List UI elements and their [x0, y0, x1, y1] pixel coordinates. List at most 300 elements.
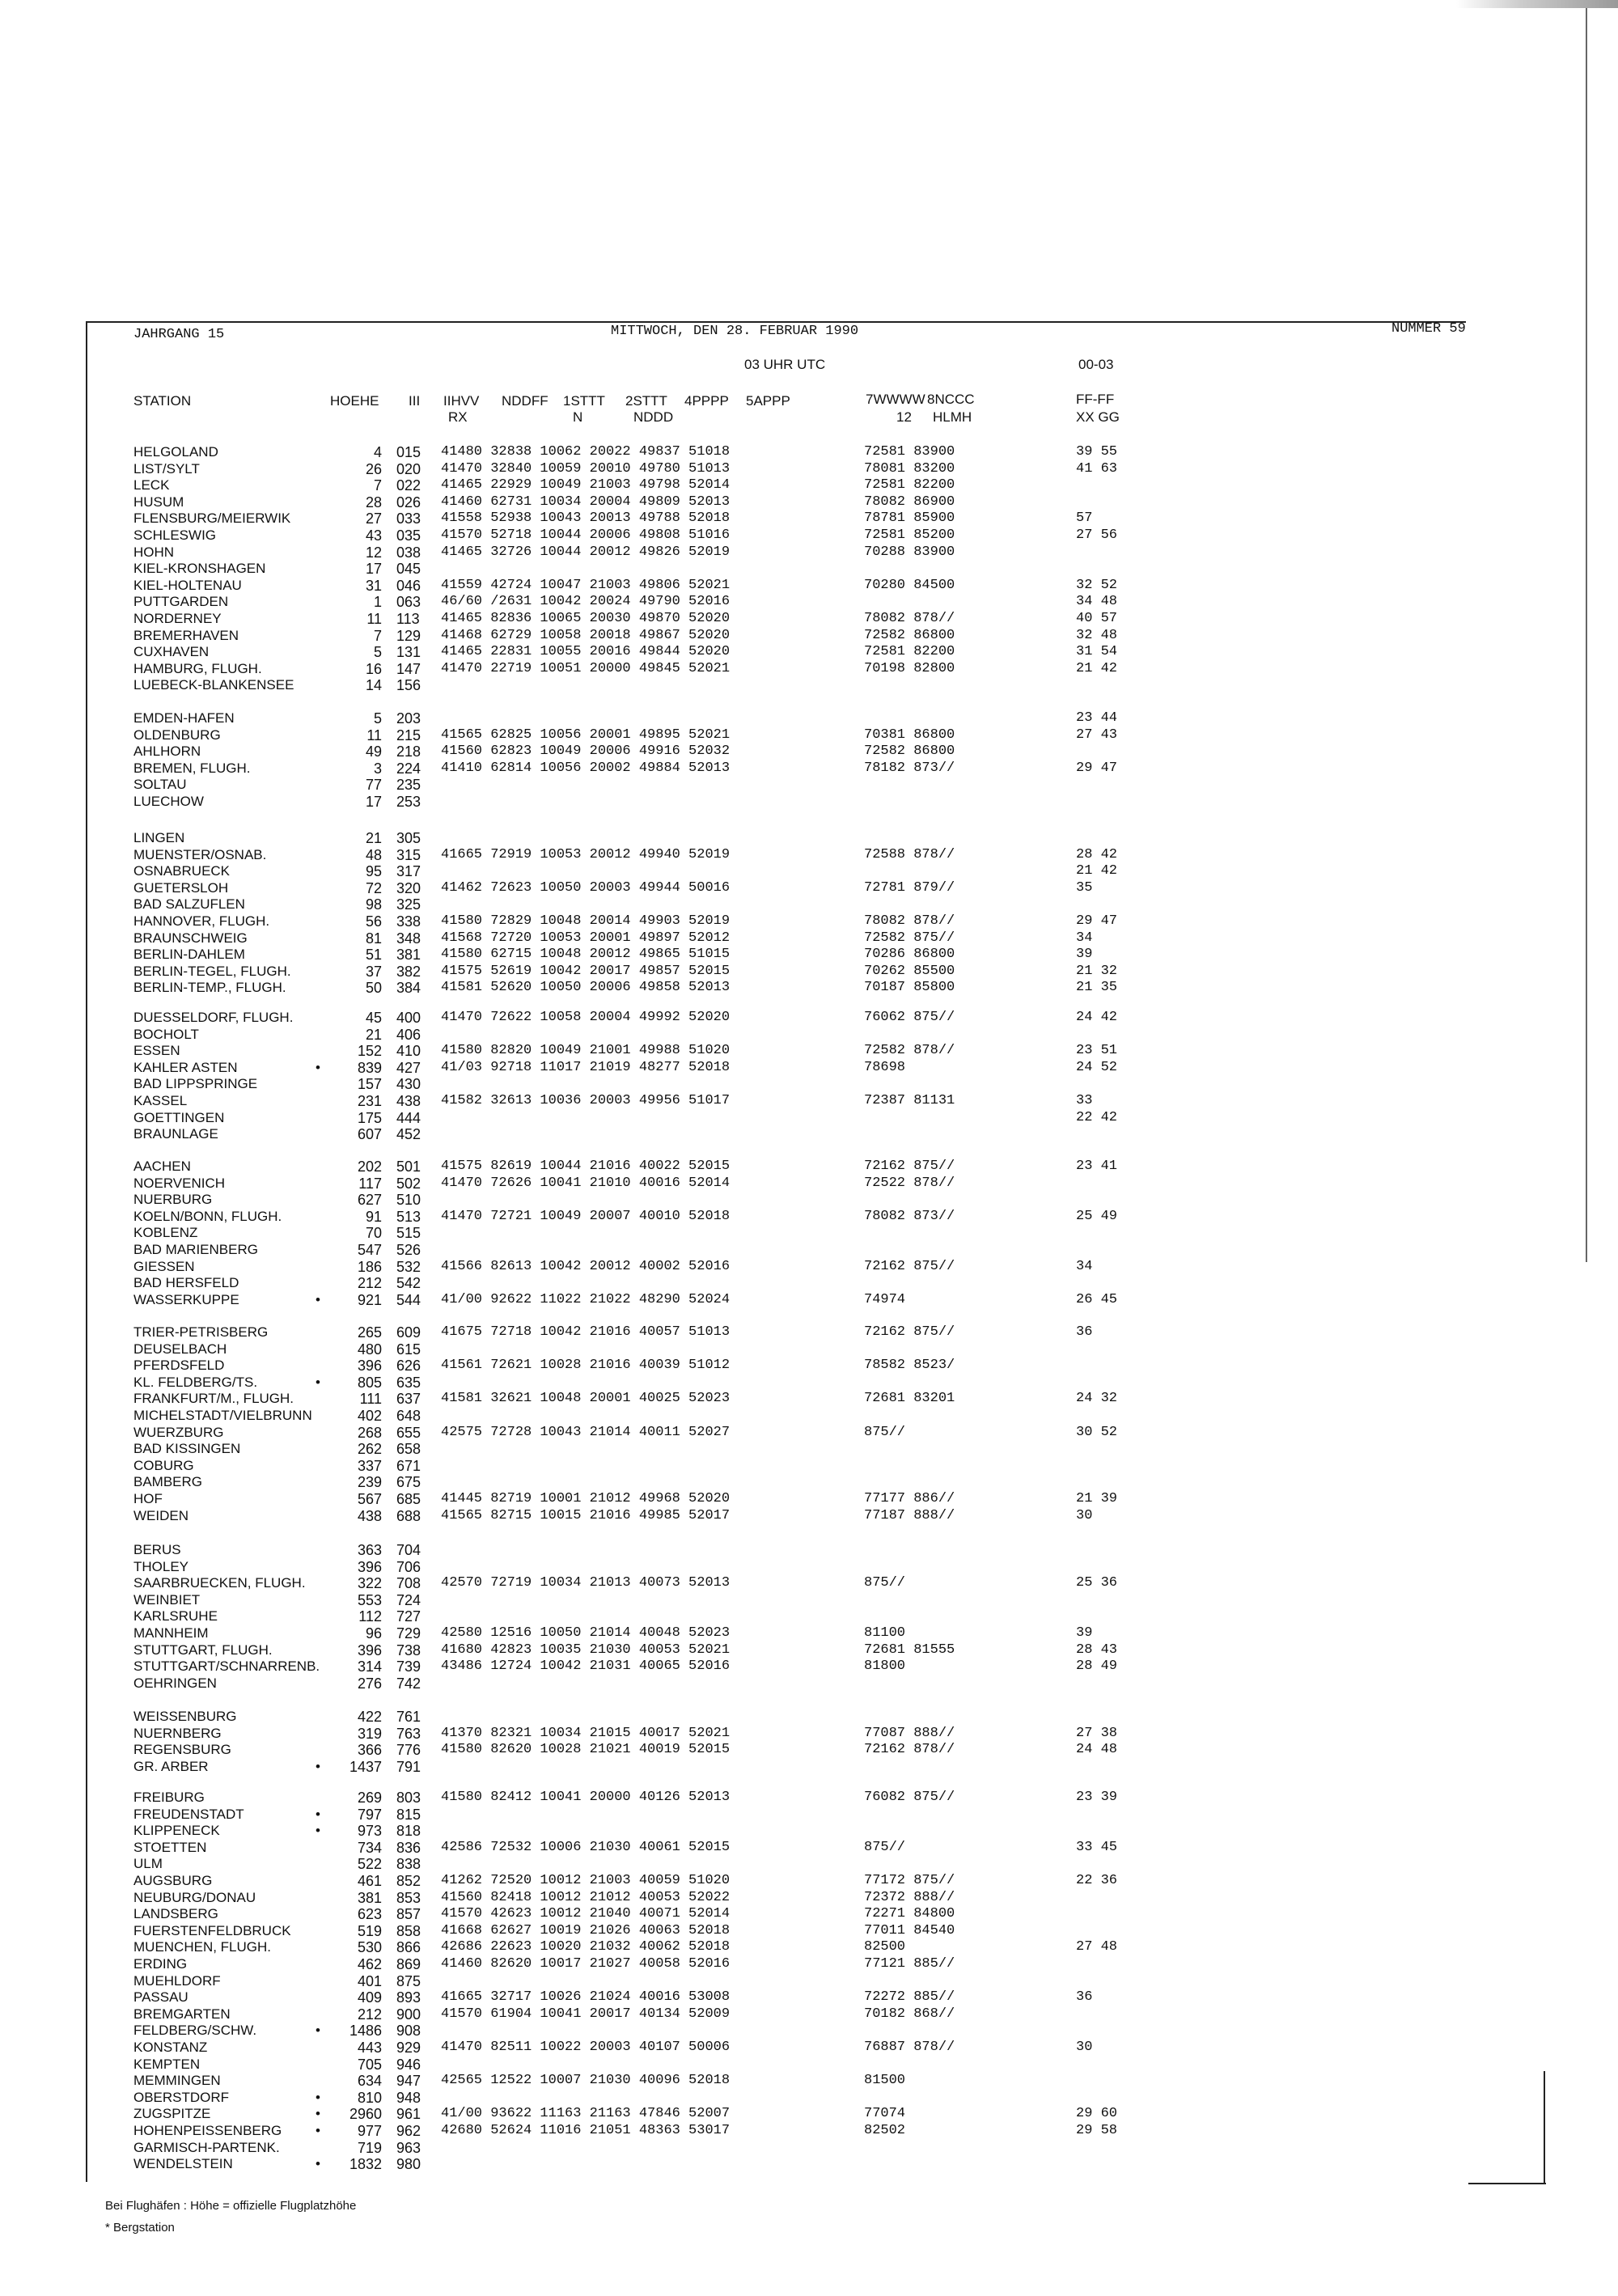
station-row: [0, 1391, 1537, 1407]
extra-groups: 72162 875//: [864, 1324, 955, 1340]
station-id: 513: [396, 1208, 421, 1225]
station-height: 27: [365, 510, 382, 527]
station-name: FUERSTENFELDBRUCK: [133, 1922, 291, 1938]
station-height: 719: [357, 2139, 382, 2156]
wind-gusts: 39 55: [1076, 444, 1118, 460]
station-row: [0, 594, 1537, 610]
col-4pppp: 4PPPP: [684, 393, 729, 409]
station-name: HUSUM: [133, 494, 184, 510]
synop-groups: 41470 72622 10058 20004 49992 52020: [441, 1010, 731, 1025]
station-height: 276: [357, 1675, 382, 1692]
wind-gusts: 33 45: [1076, 1839, 1118, 1855]
station-row: [0, 1375, 1537, 1391]
synop-groups: 41565 62825 10056 20001 49895 52021: [441, 727, 731, 743]
observation-time: 03 UHR UTC: [744, 357, 826, 372]
wind-gusts: 21 35: [1076, 980, 1118, 996]
col-n: N: [573, 409, 583, 425]
station-name: MANNHEIM: [133, 1625, 209, 1641]
station-height: 839: [357, 1059, 382, 1076]
station-row: [0, 1176, 1537, 1192]
synop-groups: 41580 72829 10048 20014 49903 52019: [441, 913, 731, 929]
station-height: 4: [373, 444, 382, 460]
wind-gusts: 21 39: [1076, 1491, 1118, 1506]
station-height: 70: [365, 1225, 382, 1242]
station-height: 810: [357, 2089, 382, 2106]
station-id: 963: [396, 2139, 421, 2156]
station-id: 761: [396, 1709, 421, 1725]
synop-groups: 42570 72719 10034 21013 40073 52013: [441, 1575, 731, 1591]
wind-gusts: 26 45: [1076, 1291, 1118, 1307]
extra-groups: 70381 86800: [864, 727, 955, 743]
station-name: MICHELSTADT/VIELBRUNN: [133, 1408, 312, 1423]
col-hoehe: HOEHE: [330, 393, 379, 409]
station-height: 1486: [349, 2023, 382, 2040]
station-row: [0, 1989, 1537, 2006]
extra-groups: 70286 86800: [864, 947, 955, 963]
station-row: [0, 880, 1537, 896]
station-name: STUTTGART, FLUGH.: [133, 1642, 273, 1658]
station-height: 43: [365, 527, 382, 544]
station-id: 515: [396, 1225, 421, 1242]
station-row: [0, 1110, 1537, 1126]
station-height: 262: [357, 1441, 382, 1458]
extra-groups: 72581 82200: [864, 644, 955, 660]
station-row: [0, 1658, 1537, 1675]
station-height: 443: [357, 2040, 382, 2056]
station-height: 797: [357, 1806, 382, 1823]
issue-number: NUMMER 59: [1391, 321, 1466, 337]
station-row: [0, 1742, 1537, 1758]
station-id: 609: [396, 1324, 421, 1341]
station-id: 022: [396, 477, 421, 494]
footnote-airports: Bei Flughäfen : Höhe = offizielle Flugplatzhöhe: [105, 2199, 357, 2213]
station-row: [0, 1923, 1537, 1939]
station-id: 026: [396, 494, 421, 510]
station-row: [0, 1807, 1537, 1823]
extra-groups: 72582 86800: [864, 627, 955, 643]
station-row: [0, 2073, 1537, 2089]
extra-groups: 78082 878//: [864, 913, 955, 929]
mountain-station-marker: •: [316, 2156, 320, 2172]
synop-groups: 41468 62729 10058 20018 49867 52020: [441, 627, 731, 643]
station-id: 980: [396, 2156, 421, 2173]
col-12: 12: [896, 409, 912, 425]
station-row: [0, 2140, 1537, 2156]
station-height: 530: [357, 1939, 382, 1956]
station-name: BRAUNSCHWEIG: [133, 930, 248, 946]
station-id: 615: [396, 1341, 421, 1358]
wind-gusts: 23 51: [1076, 1043, 1118, 1059]
station-height: 461: [357, 1873, 382, 1889]
extra-groups: 77177 886//: [864, 1491, 955, 1506]
station-id: 727: [396, 1608, 421, 1625]
station-row: [0, 1043, 1537, 1059]
station-row: [0, 1408, 1537, 1424]
synop-groups: 41568 72720 10053 20001 49897 52012: [441, 930, 731, 946]
station-id: 320: [396, 879, 421, 896]
station-height: 72: [365, 879, 382, 896]
extra-groups: 70262 85500: [864, 963, 955, 979]
synop-groups: 41580 62715 10048 20012 49865 51015: [441, 947, 731, 963]
station-id: 452: [396, 1126, 421, 1143]
station-name: HOHENPEISSENBERG: [133, 2123, 282, 2138]
station-id: 113: [396, 611, 420, 627]
station-name: MUENCHEN, FLUGH.: [133, 1939, 272, 1955]
extra-groups: 72582 878//: [864, 1043, 955, 1059]
station-row: [0, 644, 1537, 660]
wind-gusts: 28 42: [1076, 846, 1118, 862]
station-height: 95: [365, 863, 382, 880]
station-row: [0, 964, 1537, 980]
synop-groups: 41460 62731 10034 20004 49809 52013: [441, 494, 731, 510]
wind-gusts: 29 58: [1076, 2123, 1118, 2138]
station-row: [0, 727, 1537, 743]
extra-groups: 76887 878//: [864, 2040, 955, 2055]
station-name: MUENSTER/OSNAB.: [133, 846, 267, 862]
station-height: 202: [357, 1159, 382, 1175]
station-row: [0, 1642, 1537, 1658]
station-id: 532: [396, 1258, 421, 1275]
extra-groups: 875//: [864, 1424, 906, 1440]
station-row: [0, 930, 1537, 947]
extra-groups: 77087 888//: [864, 1725, 955, 1741]
station-name: KARLSRUHE: [133, 1608, 218, 1625]
extra-groups: 72272 885//: [864, 1989, 955, 2006]
station-height: 480: [357, 1341, 382, 1358]
station-name: WEIDEN: [133, 1507, 188, 1523]
station-id: 852: [396, 1873, 421, 1889]
station-id: 131: [396, 644, 421, 661]
station-height: 1: [373, 594, 382, 611]
station-row: [0, 1675, 1537, 1692]
station-name: KEMPTEN: [133, 2056, 201, 2072]
wind-gusts: 27 56: [1076, 527, 1118, 543]
station-height: 5: [373, 644, 382, 661]
station-height: 16: [365, 660, 382, 677]
extra-groups: 77011 84540: [864, 1922, 955, 1938]
station-name: WEINBIET: [133, 1591, 201, 1608]
station-height: 921: [357, 1291, 382, 1308]
station-row: [0, 1358, 1537, 1374]
station-height: 49: [365, 743, 382, 760]
wind-gusts: 25 36: [1076, 1575, 1118, 1591]
station-name: BAD HERSFELD: [133, 1275, 239, 1291]
wind-gusts: 34: [1076, 1258, 1093, 1274]
station-row: [0, 1508, 1537, 1524]
synop-groups: 41561 72621 10028 21016 40039 51012: [441, 1358, 731, 1374]
station-id: 648: [396, 1408, 421, 1424]
synop-groups: 43486 12724 10042 21031 40065 52016: [441, 1658, 731, 1675]
station-id: 035: [396, 527, 421, 544]
station-id: 869: [396, 1956, 421, 1972]
mountain-station-marker: •: [316, 2023, 320, 2039]
synop-groups: 41560 82418 10012 21012 40053 52022: [441, 1889, 731, 1905]
synop-groups: 41/00 93622 11163 21163 47846 52007: [441, 2106, 731, 2122]
station-id: 818: [396, 1823, 421, 1840]
synop-groups: 41470 72721 10049 20007 40010 52018: [441, 1208, 731, 1224]
station-row: [0, 527, 1537, 544]
wind-gusts: 40 57: [1076, 611, 1118, 626]
synop-groups: 41465 32726 10044 20012 49826 52019: [441, 544, 731, 560]
station-id: 908: [396, 2023, 421, 2040]
station-id: 317: [396, 863, 421, 880]
synop-groups: 41559 42724 10047 21003 49806 52021: [441, 577, 731, 593]
station-row: [0, 2090, 1537, 2106]
station-id: 325: [396, 896, 421, 913]
wind-gusts: 23 41: [1076, 1159, 1118, 1174]
station-id: 626: [396, 1358, 421, 1375]
station-row: [0, 2123, 1537, 2139]
wind-gusts: 28 49: [1076, 1658, 1118, 1675]
station-row: [0, 847, 1537, 863]
mountain-station-marker: •: [316, 1374, 320, 1390]
synop-groups: 41465 82836 10065 20030 49870 52020: [441, 611, 731, 626]
station-name: PFERDSFELD: [133, 1358, 225, 1374]
wind-gusts: 57: [1076, 510, 1093, 527]
station-height: 547: [357, 1242, 382, 1258]
synop-groups: 41470 72626 10041 21010 40016 52014: [441, 1175, 731, 1191]
synop-groups: 41665 72919 10053 20012 49940 52019: [441, 846, 731, 862]
station-id: 033: [396, 510, 421, 527]
station-row: [0, 661, 1537, 677]
station-id: 046: [396, 577, 421, 594]
station-name: BRAUNLAGE: [133, 1126, 218, 1142]
synop-groups: 41370 82321 10034 21015 40017 52021: [441, 1725, 731, 1741]
station-height: 212: [357, 1275, 382, 1292]
station-id: 637: [396, 1391, 421, 1408]
station-height: 77: [365, 777, 382, 794]
station-row: [0, 2040, 1537, 2056]
wind-gusts: 25 49: [1076, 1208, 1118, 1224]
station-name: LECK: [133, 477, 170, 494]
station-row: [0, 1060, 1537, 1076]
extra-groups: 78082 86900: [864, 494, 955, 510]
station-height: 553: [357, 1591, 382, 1608]
station-height: 422: [357, 1709, 382, 1725]
volume-label: JAHRGANG 15: [133, 327, 225, 342]
station-id: 671: [396, 1457, 421, 1474]
station-name: BERLIN-TEGEL, FLUGH.: [133, 963, 291, 979]
station-height: 265: [357, 1324, 382, 1341]
station-name: NORDERNEY: [133, 611, 222, 626]
synop-groups: 41465 22831 10055 20016 49844 52020: [441, 644, 731, 660]
station-row: [0, 1027, 1537, 1043]
station-height: 14: [365, 677, 382, 694]
synop-groups: 41580 82620 10028 21021 40019 52015: [441, 1742, 731, 1758]
station-row: [0, 628, 1537, 644]
station-name: PUTTGARDEN: [133, 594, 229, 610]
synop-groups: 42575 72728 10043 21014 40011 52027: [441, 1424, 731, 1440]
station-id: 348: [396, 930, 421, 947]
station-name: BAMBERG: [133, 1474, 203, 1490]
station-id: 836: [396, 1839, 421, 1856]
station-height: 51: [365, 947, 382, 964]
station-name: OBERSTDORF: [133, 2089, 230, 2105]
wind-gusts: 22 36: [1076, 1873, 1118, 1888]
station-id: 235: [396, 777, 421, 794]
station-row: [0, 794, 1537, 810]
station-row: [0, 777, 1537, 793]
station-id: 015: [396, 444, 421, 460]
extra-groups: 72372 888//: [864, 1889, 955, 1905]
station-height: 269: [357, 1790, 382, 1806]
synop-groups: 41582 32613 10036 20003 49956 51017: [441, 1093, 731, 1108]
station-id: 526: [396, 1242, 421, 1258]
range-label: 00-03: [1078, 357, 1114, 372]
extra-groups: 81500: [864, 2073, 906, 2089]
station-row: [0, 494, 1537, 510]
extra-groups: 70280 84500: [864, 577, 955, 593]
synop-groups: 41462 72623 10050 20003 49944 50016: [441, 879, 731, 896]
extra-groups: 81800: [864, 1658, 906, 1675]
synop-groups: 41570 61904 10041 20017 40134 52009: [441, 2006, 731, 2022]
station-id: 838: [396, 1856, 421, 1873]
extra-groups: 78182 873//: [864, 760, 955, 776]
wind-gusts: 27 48: [1076, 1939, 1118, 1955]
station-id: 815: [396, 1806, 421, 1823]
station-height: 7: [373, 627, 382, 644]
synop-groups: 46/60 /2631 10042 20024 49790 52016: [441, 594, 731, 610]
wind-gusts: 23 39: [1076, 1790, 1118, 1805]
station-height: 396: [357, 1642, 382, 1658]
wind-gusts: 36: [1076, 1324, 1093, 1340]
station-id: 685: [396, 1491, 421, 1507]
station-row: [0, 1010, 1537, 1026]
station-row: [0, 1225, 1537, 1241]
station-height: 1832: [349, 2156, 382, 2173]
wind-gusts: 30: [1076, 2040, 1093, 2055]
extra-groups: 70187 85800: [864, 980, 955, 996]
station-height: 607: [357, 1126, 382, 1143]
synop-groups: 41558 52938 10043 20013 49788 52018: [441, 510, 731, 527]
station-name: HAMBURG, FLUGH.: [133, 660, 262, 676]
station-id: 038: [396, 544, 421, 561]
station-height: 381: [357, 1889, 382, 1906]
station-row: [0, 1159, 1537, 1175]
station-id: 962: [396, 2123, 421, 2139]
wind-gusts: 33: [1076, 1093, 1093, 1108]
station-name: COBURG: [133, 1457, 194, 1473]
station-height: 152: [357, 1043, 382, 1060]
col-ff-ff: FF-FF: [1076, 392, 1115, 407]
extra-groups: 82502: [864, 2123, 906, 2138]
station-row: [0, 1873, 1537, 1889]
station-height: 3: [373, 760, 382, 777]
extra-groups: 74974: [864, 1291, 906, 1307]
station-id: 542: [396, 1275, 421, 1292]
station-name: BERLIN-TEMP., FLUGH.: [133, 980, 286, 996]
col-1sttt: 1STTT: [563, 393, 605, 409]
extra-groups: 78081 83200: [864, 460, 955, 477]
station-name: NOERVENICH: [133, 1175, 226, 1191]
station-name: SAARBRUECKEN, FLUGH.: [133, 1575, 306, 1591]
station-id: 382: [396, 963, 421, 980]
station-height: 402: [357, 1408, 382, 1424]
station-name: GARMISCH-PARTENK.: [133, 2139, 280, 2155]
synop-groups: 41570 52718 10044 20006 49808 51016: [441, 527, 731, 543]
synop-groups: 41262 72520 10012 21003 40059 51020: [441, 1873, 731, 1888]
station-row: [0, 1592, 1537, 1608]
wind-gusts: 21 42: [1076, 660, 1118, 676]
station-name: WASSERKUPPE: [133, 1291, 239, 1307]
extra-groups: 72162 875//: [864, 1159, 955, 1174]
station-id: 510: [396, 1192, 421, 1209]
extra-groups: 72681 81555: [864, 1642, 955, 1658]
station-id: 776: [396, 1742, 421, 1759]
station-id: 338: [396, 913, 421, 930]
station-id: 203: [396, 710, 421, 727]
station-height: 31: [365, 577, 382, 594]
station-row: [0, 2106, 1537, 2122]
station-row: [0, 1840, 1537, 1856]
synop-groups: 42586 72532 10006 21030 40061 52015: [441, 1839, 731, 1855]
mountain-station-marker: •: [316, 2089, 320, 2105]
station-height: 627: [357, 1192, 382, 1209]
station-height: 1437: [349, 1758, 382, 1775]
extra-groups: 72582 86800: [864, 743, 955, 760]
synop-groups: 41575 82619 10044 21016 40022 52015: [441, 1159, 731, 1174]
station-row: [0, 1759, 1537, 1775]
station-name: FREIBURG: [133, 1790, 205, 1805]
station-height: 567: [357, 1491, 382, 1507]
station-height: 28: [365, 494, 382, 510]
station-height: 314: [357, 1658, 382, 1675]
extra-groups: 72582 875//: [864, 930, 955, 946]
station-height: 5: [373, 710, 382, 727]
extra-groups: 78082 878//: [864, 611, 955, 626]
station-row: [0, 444, 1537, 460]
station-id: 020: [396, 460, 421, 477]
wind-gusts: 23 44: [1076, 710, 1118, 726]
station-name: FREUDENSTADT: [133, 1806, 244, 1822]
station-id: 655: [396, 1424, 421, 1441]
synop-groups: 41565 82715 10015 21016 49985 52017: [441, 1507, 731, 1523]
station-row: [0, 510, 1537, 527]
extra-groups: 78582 8523/: [864, 1358, 955, 1374]
station-name: ESSEN: [133, 1043, 180, 1059]
station-name: KONSTANZ: [133, 2040, 208, 2055]
station-name: BERUS: [133, 1542, 181, 1557]
synop-groups: 42686 22623 10020 21032 40062 52018: [441, 1939, 731, 1955]
station-row: [0, 578, 1537, 594]
station-height: 363: [357, 1542, 382, 1558]
station-id: 857: [396, 1906, 421, 1923]
station-height: 175: [357, 1109, 382, 1126]
synop-groups: 41445 82719 10001 21012 49968 52020: [441, 1491, 731, 1506]
station-name: NEUBURG/DONAU: [133, 1889, 256, 1905]
extra-groups: 82500: [864, 1939, 906, 1955]
station-name: HOHN: [133, 544, 175, 560]
station-row: [0, 1890, 1537, 1906]
col-iii: III: [409, 393, 421, 409]
station-row: [0, 896, 1537, 913]
station-height: 268: [357, 1424, 382, 1441]
station-name: SOLTAU: [133, 777, 187, 793]
station-name: LANDSBERG: [133, 1906, 218, 1922]
wind-gusts: 32 52: [1076, 577, 1118, 593]
station-row: [0, 1076, 1537, 1092]
station-row: [0, 677, 1537, 693]
extra-groups: 875//: [864, 1575, 906, 1591]
wind-gusts: 39: [1076, 947, 1093, 963]
station-height: 186: [357, 1258, 382, 1275]
station-id: 045: [396, 561, 421, 578]
synop-groups: 41410 62814 10056 20002 49884 52013: [441, 760, 731, 776]
station-id: 704: [396, 1542, 421, 1558]
extra-groups: 72588 878//: [864, 846, 955, 862]
synop-groups: 41570 42623 10012 21040 40071 52014: [441, 1906, 731, 1922]
extra-groups: 72681 83201: [864, 1391, 955, 1407]
